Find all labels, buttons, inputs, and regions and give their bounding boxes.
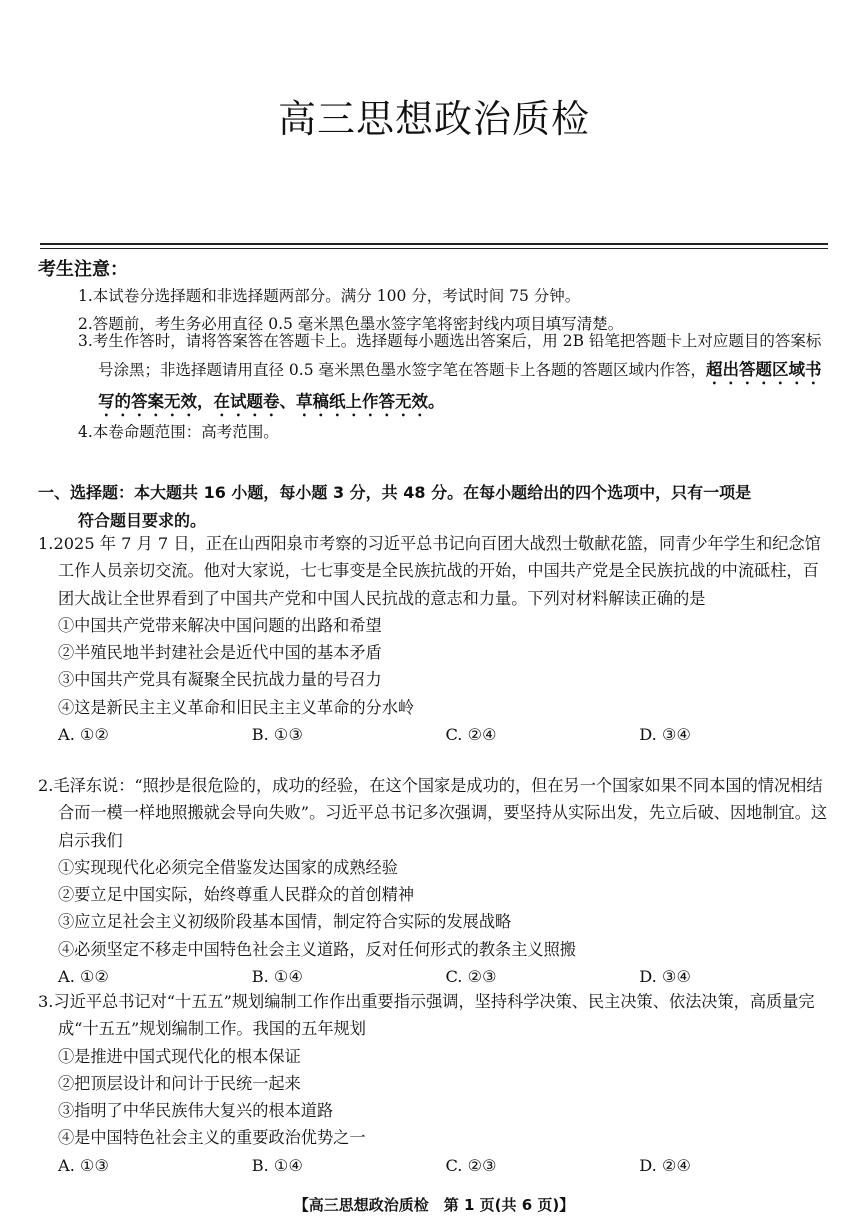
answer-choices <box>38 963 833 990</box>
question-option: ①中国共产党带来解决中国问题的出路和希望 <box>58 615 382 635</box>
question-option: ④这是新民主主义革命和旧民主主义革命的分水岭 <box>58 697 415 717</box>
answer-choices <box>38 1152 833 1179</box>
choice-d: D. ②④ <box>639 1155 691 1175</box>
choice-d: D. ③④ <box>639 725 691 745</box>
section-heading <box>38 479 833 535</box>
choice-c: C. ②④ <box>445 725 497 745</box>
question-1 <box>38 530 833 748</box>
notice-heading: 考生注意： <box>38 259 128 280</box>
page-footer: 【高三思想政治质检 第 1 页(共 6 页)】 <box>293 1196 575 1214</box>
question-option: ③中国共产党具有凝聚全民抗战力量的号召力 <box>58 670 382 690</box>
question-stem: 2.毛泽东说：“照抄是很危险的，成功的经验，在这个国家是成功的，但在另一个国家如果不同本国的情况相结合而一模一样地照搬就会导向失败”。习近平总书记多次强调，要坚持从实际出发，先立后破、因地制宜。这启示我们 <box>38 776 828 850</box>
question-option: ③应立足社会主义初级阶段基本国情，制定符合实际的发展战略 <box>58 912 512 932</box>
question-option: ②把顶层设计和问计于民统一起来 <box>58 1073 301 1093</box>
notice-item-4: 4.本卷命题范围：高考范围。 <box>78 423 279 441</box>
question-option: ④必须坚定不移走中国特色社会主义道路，反对任何形式的教条主义照搬 <box>58 939 576 959</box>
notice-item-2: 2.答题前，考生务必用直径 0.5 毫米黑色墨水签字笔将密封线内项目填写清楚。 <box>78 315 624 333</box>
question-option: ④是中国特色社会主义的重要政治优势之一 <box>58 1128 366 1148</box>
notice-item-3-emphasis: 超出答题区域书写的答案无效，在试题卷、草稿纸上作答无效。 <box>98 359 822 411</box>
choice-b: B. ①④ <box>251 967 303 987</box>
question-2 <box>38 772 833 990</box>
question-option: ①实现现代化必须完全借鉴发达国家的成熟经验 <box>58 857 398 877</box>
choice-c: C. ②③ <box>445 967 497 987</box>
question-option: ②半殖民地半封建社会是近代中国的基本矛盾 <box>58 643 382 663</box>
choice-c: C. ②③ <box>445 1155 497 1175</box>
answer-choices <box>38 721 833 748</box>
question-3 <box>38 988 833 1179</box>
notice-item-3 <box>78 328 833 420</box>
choice-b: B. ①③ <box>251 725 303 745</box>
notice-item-3-text: 3.考生作答时，请将答案答在答题卡上。选择题每小题选出答案后，用 2B 铅笔把答题卡上对应题目的答案标号涂黑；非选择题请用直径 0.5 毫米黑色墨水签字笔在答题卡上各题的答题区域内作答， <box>78 332 822 379</box>
question-stem: 3.习近平总书记对“十五五”规划编制工作作出重要指示强调，坚持科学决策、民主决策、依法决策，高质量完成“十五五”规划编制工作。我国的五年规划 <box>38 992 815 1039</box>
section-heading-line1: 一、选择题：本大题共 16 小题，每小题 3 分，共 48 分。在每小题给出的四个选项中，只有一项是 <box>38 483 752 502</box>
section-heading-line2: 符合题目要求的。 <box>78 511 207 530</box>
header-rule-thin <box>40 248 828 249</box>
choice-d: D. ③④ <box>639 967 691 987</box>
choice-a: A. ①② <box>58 967 110 987</box>
question-option: ③指明了中华民族伟大复兴的根本道路 <box>58 1101 334 1121</box>
choice-a: A. ①② <box>58 725 110 745</box>
question-option: ②要立足中国实际，始终尊重人民群众的首创精神 <box>58 885 415 905</box>
choice-b: B. ①④ <box>251 1155 303 1175</box>
question-option: ①是推进中国式现代化的根本保证 <box>58 1046 301 1066</box>
page-title: 高三思想政治质检 <box>277 97 590 141</box>
header-rule <box>40 243 828 245</box>
choice-a: A. ①③ <box>58 1155 110 1175</box>
notice-item-1: 1.本试卷分选择题和非选择题两部分。满分 100 分，考试时间 75 分钟。 <box>78 287 581 305</box>
question-stem: 1.2025 年 7 月 7 日，正在山西阳泉市考察的习近平总书记向百团大战烈士敬献花篮，同青少年学生和纪念馆工作人员亲切交流。他对大家说，七七事变是全民族抗战的开始，中国共产党是全民族抗战的中流砥柱，百团大战让全世界看到了中国共产党和中国人民抗战的意志和力量。下列对材料解读正确的是 <box>38 534 821 608</box>
